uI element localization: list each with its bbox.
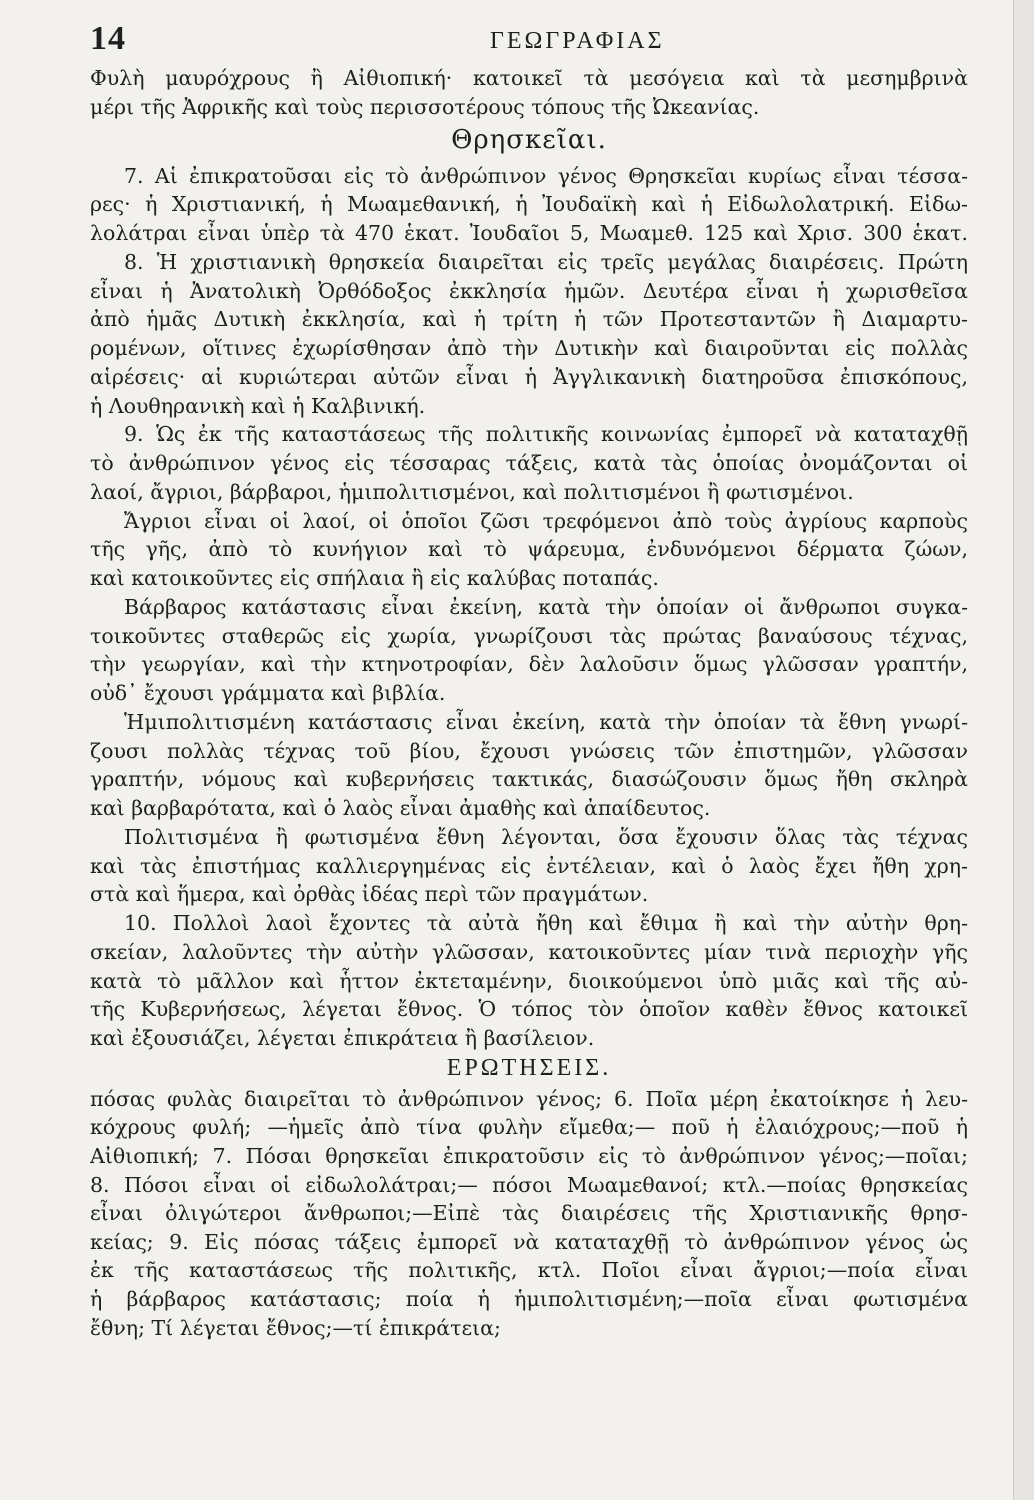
text-line: στὰ καὶ ἥμερα, καὶ ὀρθὰς ἰδέας περὶ τῶν πραγμάτων. (90, 882, 649, 907)
text-line: λαοί, ἄγριοι, βάρβαροι, ἡμιπολιτισμένοι, καὶ πολιτισμένοι ἢ φωτισμένοι. (90, 479, 854, 504)
text-line: εἶναι ὀλιγώτεροι ἄνθρωποι;—Εἰπὲ τὰς διαιρέσεις τῆς Χριστιανικῆς θρησ- (90, 1201, 968, 1226)
text-line: πόσας φυλὰς διαιρεῖται τὸ ἀνθρώπινον γένος; 6. Ποῖα μέρη ἐκατοίκησε ἡ λευ- (90, 1086, 968, 1111)
text-line: καὶ βαρβαρότατα, καὶ ὁ λαὸς εἶναι ἀμαθὴς καὶ ἀπαίδευτος. (90, 796, 711, 820)
text-line: Αἰθιοπική; 7. Πόσαι θρησκεῖαι ἐπικρατοῦσιν εἰς τὸ ἀνθρώπινον γένος;—ποῖαι; (90, 1143, 968, 1168)
text-line: λολάτραι εἶναι ὑπὲρ τὰ 470 ἑκατ. Ἰουδαῖοι 5, Μωαμεθ. 125 καὶ Χρισ. 300 ἑκατ. (90, 221, 968, 245)
text-line: τῆς γῆς, ἀπὸ τὸ κυνήγιον καὶ τὸ ψάρευμα, ἐνδυνόμενοι δέρματα ζώων, (90, 537, 968, 562)
page-header (90, 20, 968, 64)
text-line: ρομένων, οἵτινες ἐχωρίσθησαν ἀπὸ τὴν Δυτικὴν καὶ διαιροῦνται εἰς πολλὰς (90, 336, 968, 360)
body-text (90, 162, 968, 1053)
page-number: 14 (90, 20, 126, 57)
text-line: τὸ ἀνθρώπινον γένος εἰς τέσσαρας τάξεις, κατὰ τὰς ὁποίας ὀνομάζονται οἱ (90, 451, 968, 475)
text-line: Ἄγριοι εἶναι οἱ λαοί, οἱ ὁποῖοι ζῶσι τρεφόμενοι ἀπὸ τοὺς ἀγρίους καρποὺς (124, 508, 968, 533)
text-line: καὶ τὰς ἐπιστήμας καλλιεργημένας εἰς ἐντέλειαν, καὶ ὁ λαὸς ἔχει ἤθη χρη- (90, 853, 968, 878)
text-line: ἀπὸ ἡμᾶς Δυτικὴ ἐκκλησία, καὶ ἡ τρίτη ἡ τῶν Προτεσταντῶν ἢ Διαμαρτυ- (90, 307, 968, 332)
intro-paragraph (90, 64, 968, 122)
running-head: ΓΕΩΓΡΑΦΙΑΣ (490, 28, 665, 54)
text-line: Φυλὴ μαυρόχρους ἢ Αἰθιοπική· κατοικεῖ τὰ μεσόγεια καὶ τὰ μεσημβρινὰ (90, 66, 968, 90)
text-line: γραπτήν, νόμους καὶ κυβερνήσεις τακτικάς, διασώζουσιν ὅμως ἤθη σκληρὰ (90, 767, 968, 792)
text-line: ζουσι πολλὰς τέχνας τοῦ βίου, ἔχουσι γνώσεις τῶν ἐπιστημῶν, γλῶσσαν (90, 738, 968, 763)
text-line: Ἡμιπολιτισμένη κατάστασις εἶναι ἐκείνη, κατὰ τὴν ὁποίαν τὰ ἔθνη γνωρί- (124, 709, 968, 734)
section-title: Θρησκεῖαι. (451, 124, 607, 155)
text-line: 10. Πολλοὶ λαοὶ ἔχοντες τὰ αὐτὰ ἤθη καὶ ἔθιμα ἢ καὶ τὴν αὐτὴν θρη- (124, 911, 968, 935)
page-edge (1013, 0, 1034, 1500)
text-line: Πολιτισμένα ἢ φωτισμένα ἔθνη λέγονται, ὅσα ἔχουσιν ὅλας τὰς τέχνας (124, 824, 968, 849)
text-line: ἡ βάρβαρος κατάστασις; ποία ἡ ἡμιπολιτισμένη;—ποῖα εἶναι φωτισμένα (90, 1286, 968, 1311)
text-line: τῆς Κυβερνήσεως, λέγεται ἔθνος. Ὁ τόπος τὸν ὁποῖον καθὲν ἔθνος κατοικεῖ (90, 997, 968, 1022)
text-line: Βάρβαρος κατάστασις εἶναι ἐκείνη, κατὰ τὴν ὁποίαν οἱ ἄνθρωποι συγκα- (124, 594, 968, 619)
text-line: καὶ κατοικοῦντες εἰς σπήλαια ἢ εἰς καλύβας ποταπάς. (90, 566, 659, 590)
text-line: σκείαν, λαλοῦντες τὴν αὐτὴν γλῶσσαν, κατοικοῦντες μίαν τινὰ περιοχὴν γῆς (90, 939, 968, 964)
questions-title: ΕΡΩΤΗΣΕΙΣ. (446, 1054, 612, 1081)
text-line: ἐκ τῆς καταστάσεως τῆς πολιτικῆς, κτλ. Ποῖοι εἶναι ἄγριοι;—ποία εἶναι (90, 1258, 968, 1283)
text-line: ἔθνη; Τί λέγεται ἔθνος;—τί ἐπικράτεια; (90, 1315, 501, 1340)
text-line: 8. Πόσοι εἶναι οἱ εἰδωλολάτραι;— πόσοι Μωαμεθανοί; κτλ.—ποίας θρησκείας (90, 1172, 968, 1197)
text-line: μέρι τῆς Ἀφρικῆς καὶ τοὺς περισσοτέρους τόπους τῆς Ὠκεανίας. (90, 94, 760, 119)
text-line: τὴν γεωργίαν, καὶ τὴν κτηνοτροφίαν, δὲν λαλοῦσιν ὅμως γλῶσσαν γραπτήν, (90, 652, 968, 677)
text-line: κείας; 9. Εἰς πόσας τάξεις ἐμπορεῖ νὰ καταταχθῇ τὸ ἀνθρώπινον γένος ὡς (90, 1229, 968, 1254)
text-line: καὶ ἐξουσιάζει, λέγεται ἐπικράτεια ἢ βασίλειον. (90, 1026, 595, 1050)
questions-text (90, 1085, 968, 1342)
text-line: κόχρους φυλή; —ἡμεῖς ἀπὸ τίνα φυλὴν εἴμεθα;— ποῦ ἡ ἐλαιόχρους;—ποῦ ἡ (90, 1115, 968, 1140)
text-line: 9. Ὡς ἐκ τῆς καταστάσεως τῆς πολιτικῆς κοινωνίας ἐμπορεῖ νὰ καταταχθῇ (124, 422, 968, 447)
text-line: 8. Ἡ χριστιανικὴ θρησκεία διαιρεῖται εἰς τρεῖς μεγάλας διαιρέσεις. Πρώτη (124, 249, 968, 274)
text-line: 7. Αἱ ἐπικρατοῦσαι εἰς τὸ ἀνθρώπινον γένος Θρησκεῖαι κυρίως εἶναι τέσσα- (124, 163, 968, 188)
text-line: ρες· ἡ Χριστιανική, ἡ Μωαμεθανική, ἡ Ἰουδαϊκὴ καὶ ἡ Εἰδωλολατρική. Εἰδω- (90, 192, 968, 217)
text-line: κατὰ τὸ μᾶλλον καὶ ἧττον ἐκτεταμένην, διοικούμενοι ὑπὸ μιᾶς καὶ τῆς αὐ- (90, 968, 968, 993)
text-line: αἱρέσεις· αἱ κυριώτεραι αὐτῶν εἶναι ἡ Ἀγγλικανικὴ διατηροῦσα ἐπισκόπους, (90, 364, 968, 389)
text-line: οὐδ᾽ ἔχουσι γράμματα καὶ βιβλία. (90, 681, 446, 705)
text-line: εἶναι ἡ Ἀνατολικὴ Ὀρθόδοξος ἐκκλησία ἡμῶν. Δευτέρα εἶναι ἡ χωρισθεῖσα (90, 278, 968, 303)
text-line: ἡ Λουθηρανικὴ καὶ ἡ Καλβινική. (90, 393, 426, 418)
text-line: τοικοῦντες σταθερῶς εἰς χωρία, γνωρίζουσι τὰς πρώτας βαναύσους τέχνας, (90, 623, 968, 648)
